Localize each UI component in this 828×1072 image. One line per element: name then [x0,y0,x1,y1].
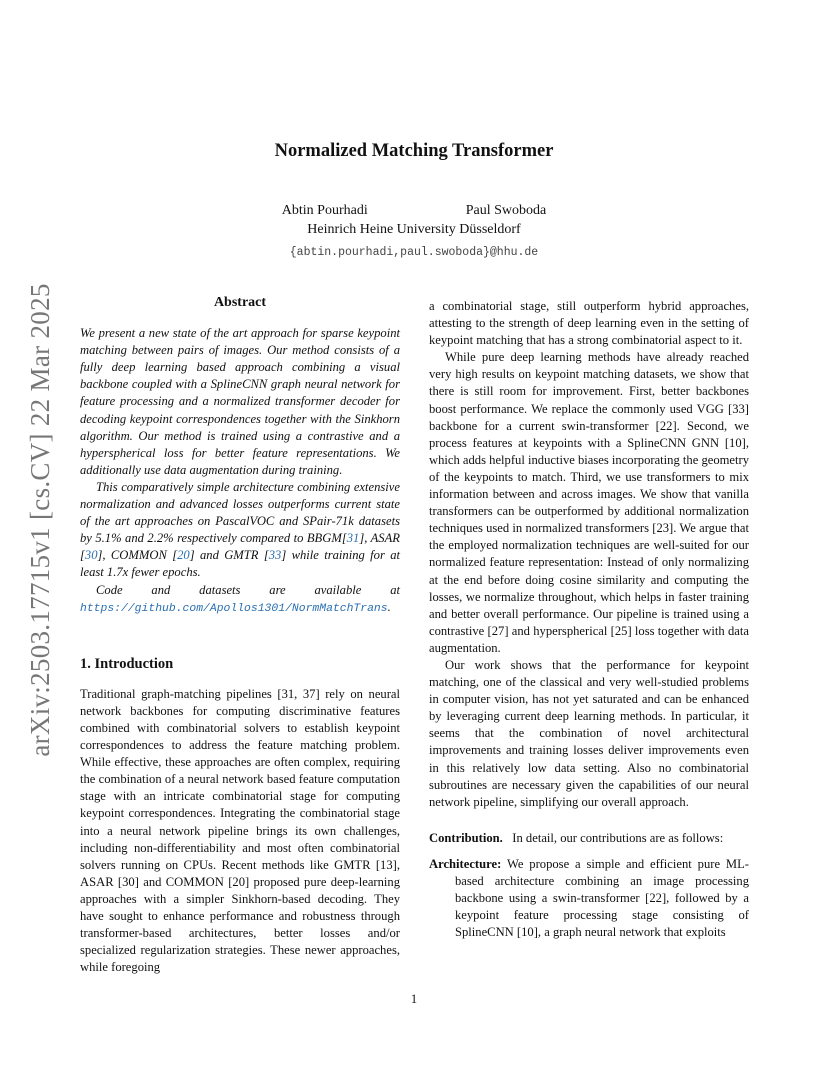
author-block [0,201,828,262]
contribution-label: Contribution. [429,830,503,845]
arxiv-stamp: arXiv:2503.17715v1 [cs.CV] 22 Mar 2025 [25,283,55,757]
architecture-label: Architecture: [429,856,502,871]
citation-link[interactable]: 20 [177,548,190,563]
abstract-paragraph-3: Code and datasets are available at https://github.com/Apollos1301/NormMatchTrans. [80,582,400,615]
architecture-item: Architecture: We propose a simple and efficient pure ML-based architecture combining an image processing backbone using a swin-transformer [22], followed by a keypoint feature processing stage consisting of SplineCNN [10], a graph neural network that exploits [429,856,749,940]
abstract-paragraph-2: This comparatively simple architecture combining extensive normalization and advanced losses outperforms current state of the art approaches on PascalVOC and SPair-71k datasets by 5.1% and 2.2% respectively compared to BBGM[31], ASAR [30], COMMON [20] and GMTR [33] while training for at least 1.7x fewer epochs. [80,479,401,580]
intro-paragraph-2: While pure deep learning methods have already reached very high results on keypoint matching datasets, we show that there is still room for improvement. First, better backbones boost performance. We replace the commonly used VGG [33] backbone for a current swin-transformer [22]. Second, we process features at keypoints with a SplineCNN GNN [10], which adds helpful inductive biases incorporating the geometry of the keypoints to match. Third, we use transformers to mix information between and across images. We show that vanilla transformers can be outperformed by additional normalization techniques used in normalized transformers [23]. We argue that the employed normalization techniques are well-suited for our normalized feature representation: Instead of only normalizing at the end before doing cosine similarity and computing the losses, we normalize throughout, which helps in faster training and better overall performance. Our pipeline is trained using a contrastive [27] and hyperspherical [25] loss together with data augmentation. [429,350,750,655]
author-2: Paul Swoboda [465,203,547,218]
intro-paragraph-continued: a combinatorial stage, still outperform hybrid approaches, attesting to the strength of deep learning even in the setting of keypoint matching that has a strong combinatorial aspect to it. [429,299,749,348]
citation-link[interactable]: 31 [346,531,360,546]
code-repository-link[interactable]: https://github.com/Apollos1301/NormMatchTrans [80,602,388,615]
citation-link[interactable]: 30 [84,548,98,563]
contribution-paragraph: Contribution. In detail, our contributions are as follows: [429,830,724,845]
abstract-heading: Abstract [213,295,267,310]
paper-title: Normalized Matching Transformer [274,141,554,161]
author-names [0,201,828,220]
page-number: 1 [410,992,418,1006]
author-email: {abtin.pourhadi,paul.swoboda}@hhu.de [289,246,539,259]
citation-link[interactable]: 33 [268,548,282,563]
section-heading-introduction: 1. Introduction [80,655,174,672]
affiliation: Heinrich Heine University Düsseldorf [307,222,521,237]
intro-paragraph-3: Our work shows that the performance for keypoint matching, one of the classical and very well-studied problems in computer vision, has not yet saturated and can be enhanced by leveraging current deep learning methods. In particular, it seems that the combination of novel architectural improvements and training losses deliver improvements even in this relatively low data setting. Also no combinatorial subroutines are necessary given the capabilities of our neural network pipeline, simplifying our overall approach. [429,657,749,809]
right-column [429,298,749,941]
left-column [80,294,400,976]
abstract-paragraph-1: We present a new state of the art approach for sparse keypoint matching between pairs of images. Our method consists of a fully deep learning based approach combining a visual backbone coupled with a SplineCNN graph neural network for feature processing and a normalized transformer decoder for decoding keypoint correspondences together with the Sinkhorn algorithm. Our method is trained using a contrastive and a hyperspherical loss for better feature representations. We additionally use data augmentation during training. [80,326,400,477]
intro-paragraph-1: Traditional graph-matching pipelines [31, 37] rely on neural network backbones for computing discriminative features combined with combinatorial solvers to establish keypoint correspondences to address the feature matching problem. While effective, these approaches are often complex, requiring the combination of a neural network based feature computation stage with an intricate combinatorial stage for computing keypoint correspondences. Integrating the combinatorial stage into a neural network pipeline brings its own challenges, including non-differentiability and most often combinatorial solvers running on CPUs. Recent methods like GMTR [13], ASAR [30] and COMMON [20] proposed pure deep-learning approaches with a simpler Sinkhorn-based decoding. They have sought to enhance performance and robustness through transformer-based architectures, better losses and/or specialized regularization strategies. These newer approaches, while foregoing [80,686,400,975]
author-1: Abtin Pourhadi [281,203,368,218]
